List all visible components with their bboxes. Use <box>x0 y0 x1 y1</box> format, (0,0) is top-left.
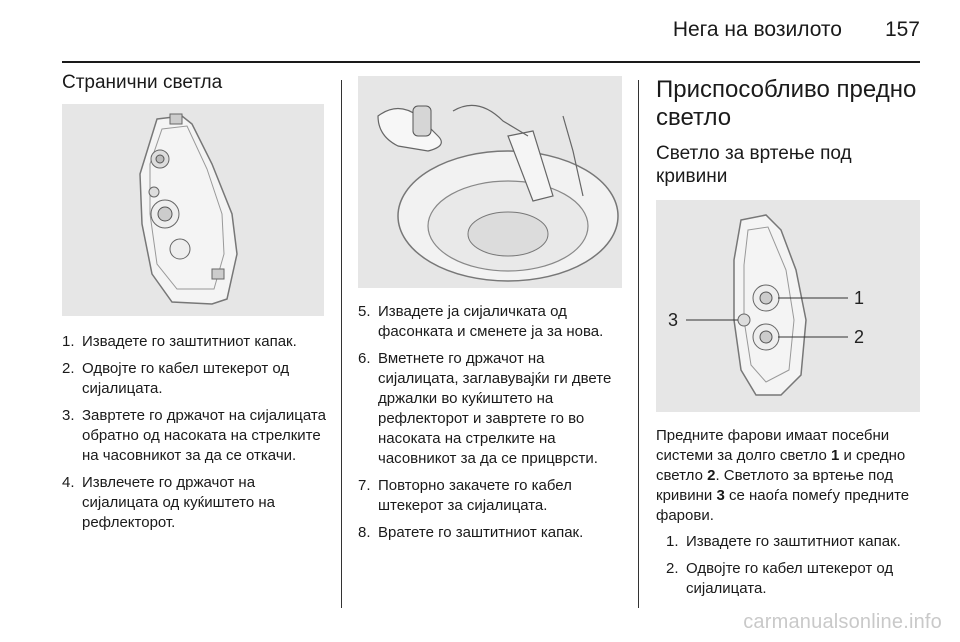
bulb-holder-figure <box>358 76 622 288</box>
list-item: 7. Повторно закачете го кабел штекерот за сијалицата. <box>358 477 572 514</box>
list-item: 2. Одвојте го кабел штекерот од сијалицата. <box>62 360 290 397</box>
list-item: 2. Одвојте го кабел штекерот од сијалицата. <box>666 560 894 597</box>
figure-label-2: 2 <box>854 327 865 347</box>
headlight-description: Предните фарови имаат посебни системи за долго светло 1 и средно светло 2. Светлото за вртење под кривини 3 се наоѓа помеѓу предните фарови. <box>656 427 910 524</box>
steps-list-col3 <box>656 532 924 599</box>
heading-cornering-light: Светло за вртење под кривини <box>656 143 852 187</box>
header-rule <box>62 61 920 63</box>
figure-label-3: 3 <box>668 310 679 330</box>
bulb-holder-illustration <box>358 76 622 288</box>
headlight-figure <box>656 200 920 412</box>
column-side-lights <box>62 72 328 540</box>
list-item: 4. Извлечете го држачот на сијалицата од куќиштето на рефлекторот. <box>62 474 276 531</box>
watermark: carmanualsonline.info <box>743 611 942 633</box>
list-item: 8. Вратете го заштитниот капак. <box>358 524 584 541</box>
heading-adaptive-headlight: Приспособливо предно светло <box>656 76 917 131</box>
page-number: 157 <box>884 18 920 41</box>
column-divider-1 <box>341 80 342 608</box>
column-bulb-replacement <box>358 76 622 550</box>
section-title-side-lights: Странични светла <box>62 72 223 93</box>
side-light-illustration <box>62 104 324 316</box>
list-item: 6. Вметнете го држачот на сијалицата, заглавувајќи ги двете држалки во куќиштето на рефлекторот и завртете го во насоката на стрелките на часовникот за да се прицврсти. <box>358 350 612 467</box>
steps-list-col1 <box>62 332 328 533</box>
steps-list-col2 <box>358 302 622 543</box>
column-divider-2 <box>638 80 639 608</box>
header-title: Нега на возилото <box>672 18 842 41</box>
list-item: 1. Извадете го заштитниот капак. <box>62 333 297 350</box>
list-item: 3. Завртете го држачот на сијалицата обратно од насоката на стрелките на часовникот за да се откачи. <box>62 407 326 464</box>
headlight-illustration <box>656 200 920 412</box>
column-adaptive-headlight <box>656 76 924 606</box>
side-light-figure <box>62 104 324 316</box>
figure-label-1: 1 <box>854 288 865 308</box>
list-item: 1. Извадете го заштитниот капак. <box>666 533 901 550</box>
page-header <box>0 0 960 62</box>
list-item: 5. Извадете ја сијаличката од фасонката и сменете ја за нова. <box>358 303 604 340</box>
